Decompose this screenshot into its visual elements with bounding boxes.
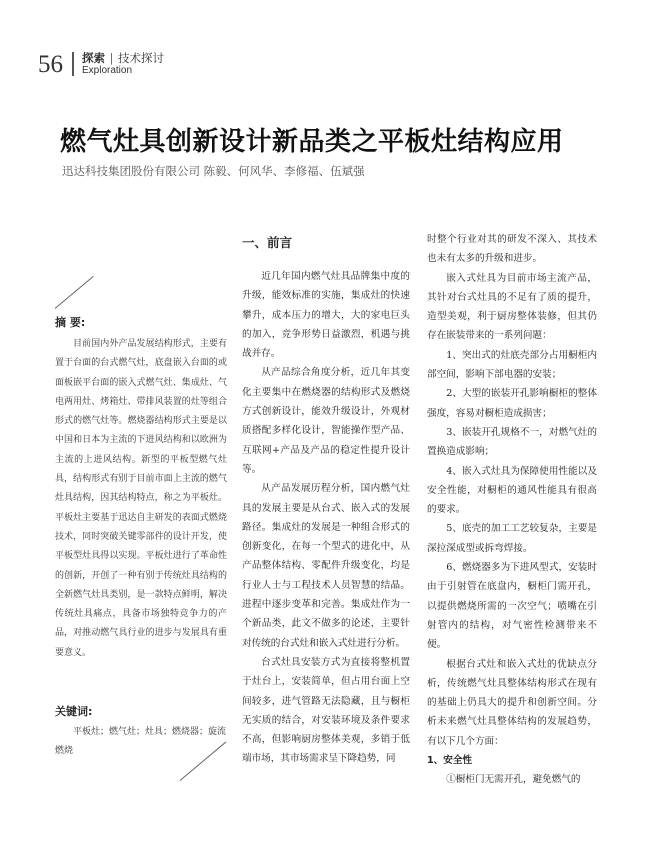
paragraph: 根据台式灶和嵌入式灶的优缺点分析，传统燃气灶具整体结构形式在现有的基础上仍具大的提升和创新空间。分析未来燃气灶具整体结构的发展趋势，有以下几个方面： bbox=[427, 658, 597, 747]
section-heading-intro: 一、前言 bbox=[242, 235, 293, 250]
section-separator: | bbox=[110, 53, 113, 65]
body-column-middle bbox=[242, 267, 410, 769]
page-number: 56 bbox=[38, 51, 63, 78]
article-authors: 迅达科技集团股份有限公司 陈毅、何风华、李修福、伍斌强 bbox=[62, 164, 365, 178]
list-item: 2、大型的嵌装开孔影响橱柜的整体强度，容易对橱柜造成损害； bbox=[427, 388, 597, 419]
paragraph: ①橱柜门无需开孔，避免燃气的 bbox=[446, 774, 581, 786]
abstract-text bbox=[55, 335, 227, 663]
paragraph: 从产品发展历程分析，国内燃气灶具的发展主要是从台式、嵌入式的发展路径。集成灶的发展是一种组合形式的创新变化，在每一个型式的进化中，从产品整体结构、零配件升级变化，均是行业人士与工程技术人员智慧的结晶。进程中逐步变革和完善。集成灶作为一个新品类，此文不做多的论述，主要针对传统的台式灶和嵌入式灶进行分析。 bbox=[242, 483, 410, 649]
decorative-diagonal-line-top bbox=[55, 276, 94, 309]
section-name-english: Exploration bbox=[82, 65, 133, 76]
paragraph: 从产品综合角度分析，近几年其变化主要集中在燃烧器的结构形式及燃烧方式创新设计，能效升级设计，外观材质搭配多样化设计，智能操作型产品、互联网+产品及产品的稳定性提升设计等。 bbox=[242, 367, 410, 475]
paragraph-continued: 时整个行业对其的研发不深入、其技术也未有太多的升级和进步。 bbox=[427, 234, 597, 265]
paragraph: 嵌入式灶具为目前市场主流产品，其针对台式灶具的不足有了质的提升，造型美观，利于厨房整体装修，但其仍存在嵌装带来的一系列问题： bbox=[427, 272, 597, 342]
paragraph: 台式灶具安装方式为直接将整机置于灶台上，安装简单，但占用台面上空间较多，进气管路无法隐藏，且与橱柜无实质的结合，对安装环境及条件要求不高，但影响厨房整体美观，多销于低端市场，其市场需求呈下降趋势，同 bbox=[242, 656, 410, 765]
list-item: 6、燃烧器多为下进风型式，安装时由于引射管在底盘内，橱柜门需开孔，以提供燃烧所需的一次空气；喷嘴在引射管内的结构，对气密性检测带来不便。 bbox=[427, 562, 597, 651]
body-column-right bbox=[427, 230, 597, 790]
subheading-safety: 1、安全性 bbox=[427, 755, 473, 767]
section-name: 探索 bbox=[82, 53, 105, 65]
list-item: 3、嵌装开孔规格不一，对燃气灶的置换造成影响； bbox=[427, 426, 597, 458]
keywords-label: 关键词: bbox=[55, 705, 93, 718]
subsection-name: 技术探讨 bbox=[118, 53, 164, 65]
list-item: 4、嵌入式灶具为保障使用性能以及安全性能，对橱柜的通风性能具有很高的要求。 bbox=[427, 465, 597, 516]
paragraph: 近几年国内燃气灶具品牌集中度的升级，能效标准的实施，集成灶的快速攀升，成本压力的增大，大的家电巨头的加入，竞争形势日益激烈，机遇与挑战并存。 bbox=[242, 271, 410, 360]
section-label bbox=[82, 50, 164, 66]
list-item: 1、突出式的灶底壳部分占用橱柜内部空间，影响下部电器的安装； bbox=[427, 349, 597, 381]
abstract-label: 摘 要: bbox=[55, 316, 86, 329]
keywords-text bbox=[55, 723, 227, 762]
keywords-body: 平板灶；燃气灶；灶具；燃烧器；旋流燃烧 bbox=[55, 727, 227, 757]
article-title: 燃气灶具创新设计新品类之平板灶结构应用 bbox=[60, 127, 564, 157]
header-divider bbox=[72, 52, 74, 76]
list-item: 5、底壳的加工工艺较复杂，主要是深拉深成型或拆弯焊接。 bbox=[427, 523, 597, 554]
abstract-body: 目前国内外产品发展结构形式，主要有置于台面的台式燃气灶，底盘嵌入台面的或面板嵌平台面的嵌入式燃气灶、集成灶、气电两用灶、烤箱灶、带排风装置的灶等组合形式的燃气灶等。燃烧器结构形式主要是以中国和日本为主流的下进风结构和以欧洲为主流的上进风结构。新型的平板型燃气灶具，结构形式有别于目前市面上主流的燃气灶具结构，因其结构特点，称之为平板灶。平板灶主要基于迅达自主研发的表面式燃烧技术，同时突破关键零部件的设计开发，使平板型灶具得以实现。平板灶进行了革命性的创新，开创了一种有别于传统灶具结构的全新燃气灶具类别，是一款特点鲜明，解决传统灶具痛点，具备市场独特竞争力的产品，对推动燃气具行业的进步与发展具有重要意义。 bbox=[55, 339, 227, 658]
